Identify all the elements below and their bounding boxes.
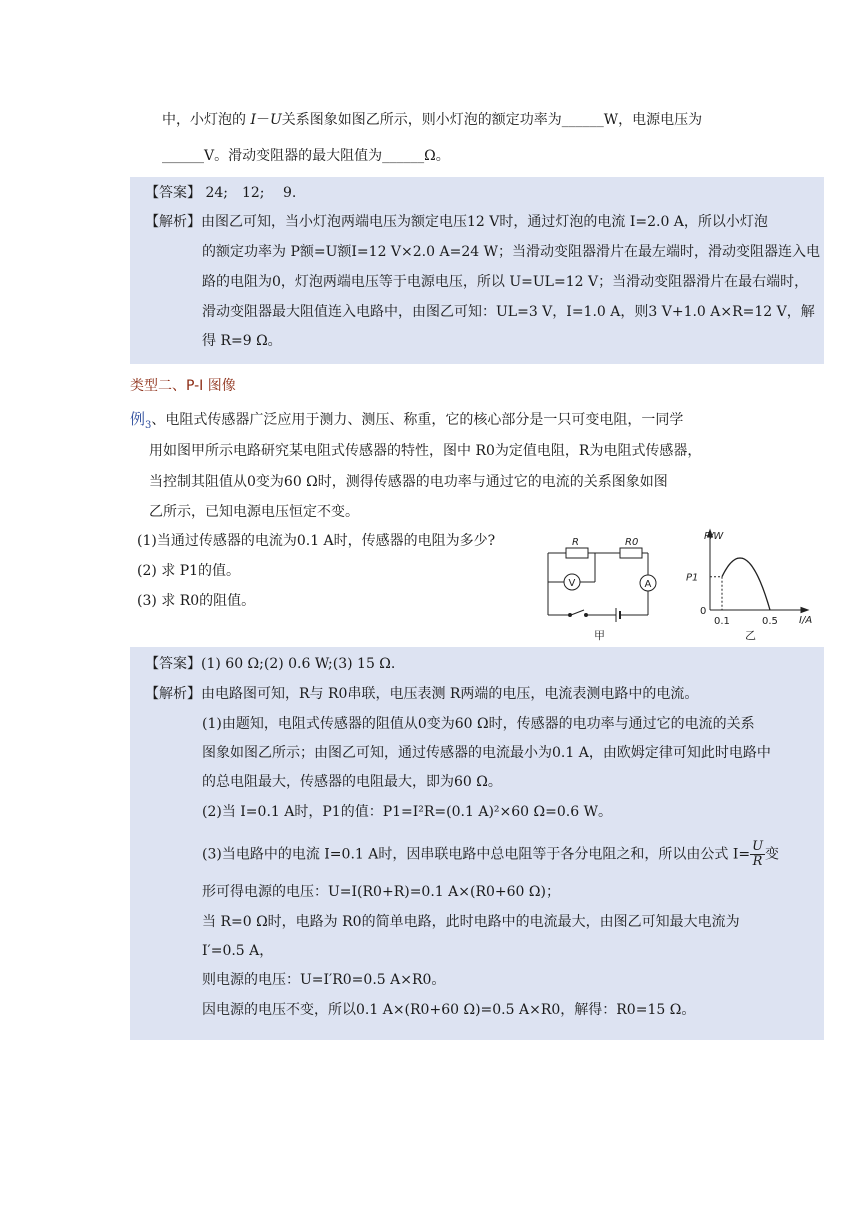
answer-text: (1) 60 Ω;(2) 0.6 W;(3) 15 Ω.	[201, 656, 396, 672]
symbol-U: U	[269, 112, 282, 128]
fraction-U-over-R	[750, 840, 765, 869]
analysis-1-line-4: 滑动变阻器最大阻值连入电路中，由图乙可知：UL=3 V，I=1.0 A，则3 V+1.0 A×R=12 V，解	[202, 304, 815, 320]
analysis-1-line-5: 得 R=9 Ω。	[202, 333, 282, 349]
fraction-numerator: U	[752, 839, 764, 854]
analysis-1-line-2: 的额定功率为 P额=U额I=12 V×2.0 A=24 W；当滑动变阻器滑片在最左端时，滑动变阻器连入电	[202, 244, 820, 260]
question-2: (2) 求 P1的值。	[137, 563, 241, 579]
graph-xlabel: I/A	[799, 615, 813, 626]
example-line-4: 乙所示，已知电源电压恒定不变。	[149, 504, 359, 520]
analysis-1-line-3: 路的电阻为0，灯泡两端电压等于电源电压，所以 U=UL=12 V；当滑动变阻器滑片在最右端时，	[202, 274, 809, 290]
section-heading: 类型二、P-I 图像	[130, 378, 236, 394]
example-line-3: 当控制其阻值从0变为60 Ω时，测得传感器的电功率与通过它的电流的关系图象如图	[149, 474, 668, 490]
switch	[571, 610, 584, 615]
dash: －	[255, 112, 270, 128]
symbol-I: I	[250, 112, 256, 128]
answer-text: 24; 12; 9.	[201, 185, 297, 201]
answer-tag: 【答案】	[145, 185, 201, 201]
label-R0: R0	[625, 537, 639, 548]
caption-jia: 甲	[594, 629, 605, 642]
intro-line-1	[162, 110, 702, 130]
example-text: 、电阻式传感器广泛应用于测力、测压、称重，它的核心部分是一只可变电阻，一同学	[151, 412, 684, 428]
example-line-2: 用如图甲所示电路研究某电阻式传感器的特性，图中 R0为定值电阻，R为电阻式传感器，	[149, 443, 702, 459]
origin-label: 0	[700, 606, 707, 617]
graph-ylabel: P/W	[704, 531, 724, 542]
analysis-2-s3c: 当 R=0 Ω时，电路为 R0的简单电路，此时电路中的电流最大，由图乙可知最大电流为	[202, 914, 740, 930]
resistor-R	[566, 548, 588, 558]
analysis-2-s3f: 因电源的电压不变，所以0.1 A×(R0+60 Ω)=0.5 A×R0，解得：R0=15 Ω。	[202, 1002, 696, 1018]
example-label: 例	[130, 410, 146, 428]
label-V: V	[568, 578, 576, 589]
p1-label: P1	[686, 572, 699, 584]
analysis-2-s3e: 则电源的电压：U=I′R0=0.5 A×R0。	[202, 972, 446, 988]
intro-text-2: 关系图象如图乙所示，则小灯泡的额定功率为______W，电源电压为	[281, 112, 703, 128]
circuit-diagram	[540, 535, 670, 645]
label-R: R	[572, 537, 579, 548]
label-A: A	[644, 579, 652, 590]
answer-2	[145, 654, 395, 674]
analysis-2-s1b: 图象如图乙所示；由图乙可知，通过传感器的电流最小为0.1 A，由欧姆定律可知此时电路中	[202, 745, 771, 761]
intro-line-2-text: ______V。滑动变阻器的最大阻值为______Ω。	[162, 148, 450, 164]
power-curve	[722, 558, 770, 610]
analysis-2-s2: (2)当 I=0.1 A时，P1的值：P1=I²R=(0.1 A)²×60 Ω=0.6 W。	[202, 804, 612, 820]
answer-tag: 【答案】	[145, 656, 201, 672]
s3a-text: (3)当电路中的电流 I=0.1 A时，因串联电路中总电阻等于各分电阻之和，所以由公式 I=	[202, 846, 751, 863]
analysis-2-line-0	[145, 684, 698, 704]
analysis-2-s1a: (1)由题知，电阻式传感器的阻值从0变为60 Ω时，传感器的电功率与通过它的电流的关系	[202, 716, 755, 732]
analysis-2-s3d: I′=0.5 A，	[202, 943, 274, 959]
example-number: 3	[145, 419, 152, 431]
analysis-tag: 【解析】	[145, 214, 201, 230]
example-line-1	[130, 409, 683, 436]
x-axis-arrow	[801, 608, 808, 613]
analysis-tag: 【解析】	[145, 686, 201, 702]
intro-line-2	[162, 146, 450, 166]
analysis-2-s3b: 形可得电源的电压：U=I(R0+R)=0.1 A×(R0+60 Ω)；	[202, 884, 560, 900]
analysis-2-s3a	[202, 840, 779, 869]
p-i-graph	[680, 526, 830, 644]
analysis-1-line-1	[145, 212, 768, 232]
analysis-2-s1c: 的总电阻最大，传感器的电阻最大，即为60 Ω。	[202, 774, 502, 790]
answer-1	[145, 183, 296, 203]
tick-0.5: 0.5	[762, 616, 778, 627]
caption-yi: 乙	[745, 629, 756, 642]
analysis-text: 由电路图可知，R与 R0串联，电压表测 R两端的电压，电流表测电路中的电流。	[201, 686, 699, 702]
analysis-text: 由图乙可知，当小灯泡两端电压为额定电压12 V时，通过灯泡的电流 I=2.0 A，所以小灯泡	[201, 214, 768, 230]
tick-0.1: 0.1	[714, 616, 730, 627]
resistor-R0	[620, 548, 642, 558]
s3a-tail: 变	[765, 846, 780, 863]
question-1: (1)当通过传感器的电流为0.1 A时，传感器的电阻为多少?	[137, 533, 496, 549]
fraction-denominator: R	[752, 854, 763, 869]
question-3: (3) 求 R0的阻值。	[137, 593, 256, 609]
intro-text: 中，小灯泡的	[162, 112, 251, 128]
